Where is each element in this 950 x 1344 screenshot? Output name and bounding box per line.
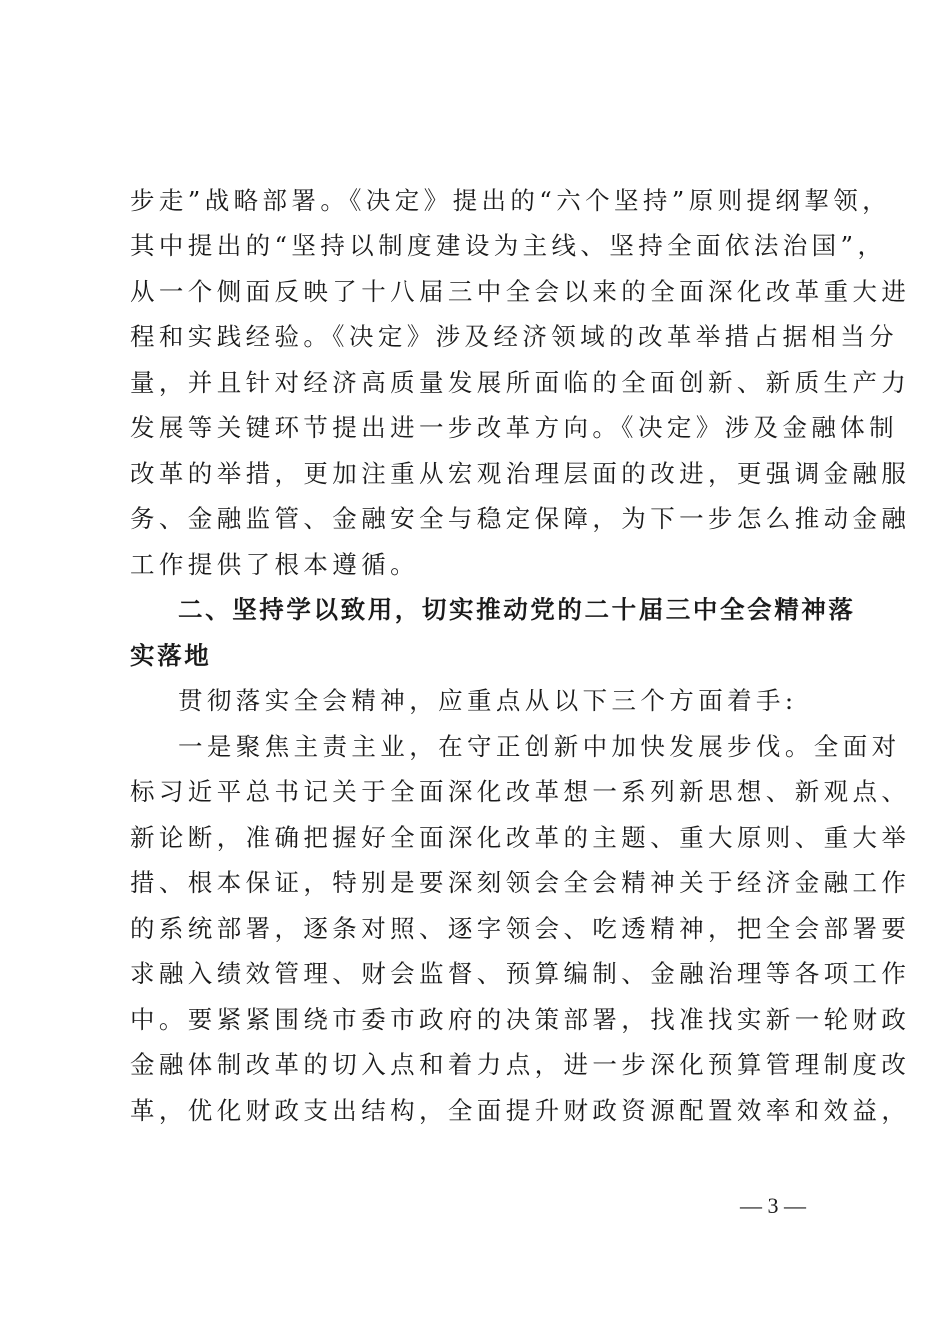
body-line: 中。要紧紧围绕市委市政府的决策部署，找准找实新一轮财政 xyxy=(130,1005,911,1034)
body-line: 程和实践经验。《决定》涉及经济领域的改革举措占据相当分 xyxy=(130,322,899,351)
section-heading-continued: 实落地 xyxy=(130,641,212,670)
body-line: 工作提供了根本遵循。 xyxy=(130,550,419,579)
body-line: 革，优化财政支出结构，全面提升财政资源配置效率和效益， xyxy=(130,1096,911,1125)
body-line: 步走”战略部署。《决定》提出的“六个坚持”原则提纲挈领， xyxy=(130,186,892,215)
body-line: 从一个侧面反映了十八届三中全会以来的全面深化改革重大进 xyxy=(130,277,911,306)
body-line: 的系统部署，逐条对照、逐字领会、吃透精神，把全会部署要 xyxy=(130,914,911,943)
body-line: 金融体制改革的切入点和着力点，进一步深化预算管理制度改 xyxy=(130,1050,911,1079)
body-line: 务、金融监管、金融安全与稳定保障，为下一步怎么推动金融 xyxy=(130,504,911,533)
body-line: 发展等关键环节提出进一步改革方向。《决定》涉及金融体制 xyxy=(130,413,899,442)
body-line: 求融入绩效管理、财会监督、预算编制、金融治理等各项工作 xyxy=(130,959,911,988)
intro-line: 贯彻落实全会精神，应重点从以下三个方面着手: xyxy=(178,686,798,715)
section-heading: 二、坚持学以致用，切实推动党的二十届三中全会精神落 xyxy=(178,595,856,624)
body-line: 标习近平总书记关于全面深化改革想一系列新思想、新观点、 xyxy=(130,777,911,806)
body-line: 量，并且针对经济高质量发展所面临的全面创新、新质生产力 xyxy=(130,368,911,397)
paragraph-start-line: 一是聚焦主责主业，在守正创新中加快发展步伐。全面对 xyxy=(178,732,901,761)
body-line: 改革的举措，更加注重从宏观治理层面的改进，更强调金融服 xyxy=(130,459,911,488)
body-line: 新论断，准确把握好全面深化改革的主题、重大原则、重大举 xyxy=(130,823,911,852)
body-line: 措、根本保证，特别是要深刻领会全会精神关于经济金融工作 xyxy=(130,868,911,897)
page-number: — 3 — xyxy=(740,1193,806,1218)
body-line: 其中提出的“坚持以制度建设为主线、坚持全面依法治国”， xyxy=(130,231,887,260)
